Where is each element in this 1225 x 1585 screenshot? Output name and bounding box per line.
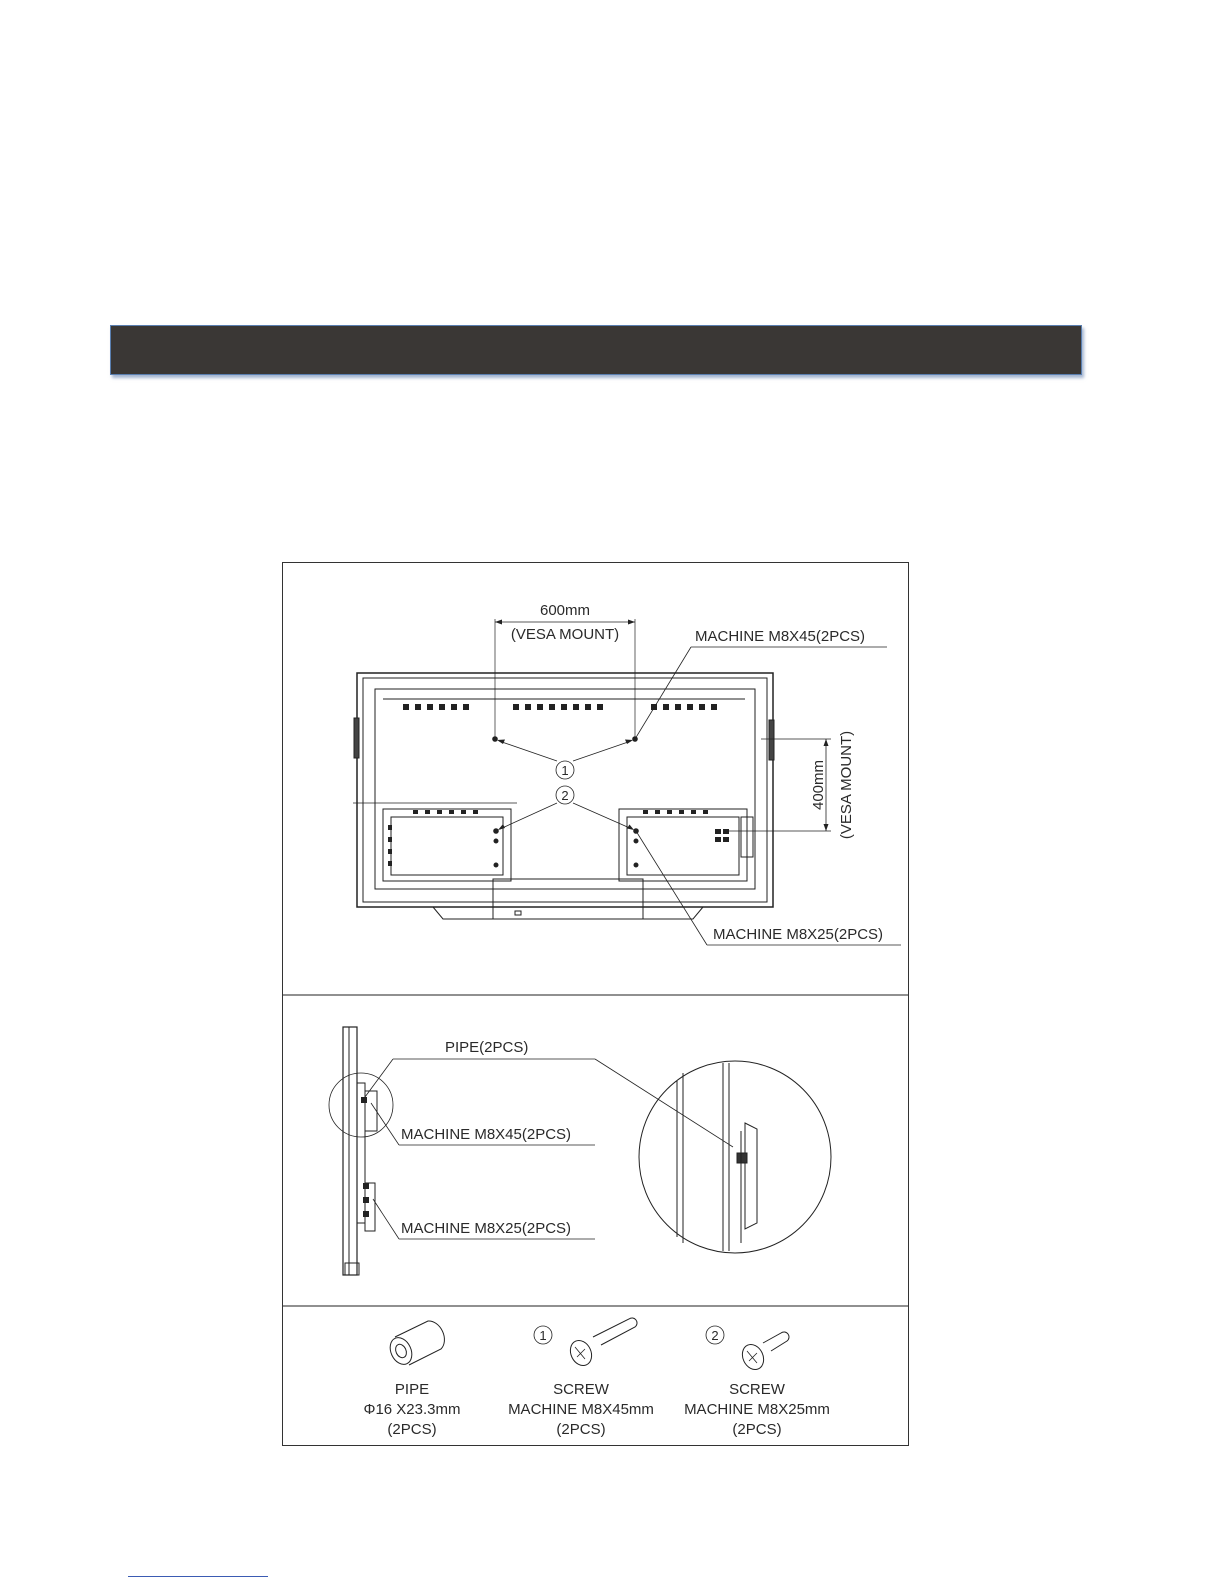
lower-right-module <box>619 809 747 881</box>
lower-left-module <box>383 809 511 881</box>
width-dimension: 600mm <box>539 602 591 619</box>
callout-m8x45: MACHINE M8X45(2PCS) <box>695 628 866 645</box>
part-pipe-qty: (2PCS) <box>387 1421 437 1438</box>
bottom-center-box <box>493 879 643 907</box>
section-header-bar <box>110 325 1082 375</box>
callout-pipe: PIPE(2PCS) <box>445 1039 529 1056</box>
left-handle <box>354 718 359 758</box>
callout-side-m8x45: MACHINE M8X45(2PCS) <box>401 1126 572 1143</box>
height-dimension: 400mm <box>810 759 827 811</box>
detail-circle-large <box>639 1061 831 1253</box>
parts-marker-2-label: 2 <box>711 1328 719 1343</box>
side-view <box>329 1027 831 1275</box>
part-screw1-name: SCREW <box>553 1381 609 1398</box>
part-pipe-name: PIPE <box>394 1381 430 1398</box>
part-screw2-spec: MACHINE M8X25mm <box>684 1401 830 1418</box>
top-vents <box>403 704 717 710</box>
mounting-diagram <box>282 562 909 1446</box>
marker-2-label: 2 <box>561 788 569 803</box>
marker-1-label: 1 <box>561 763 569 778</box>
callout-side-m8x25: MACHINE M8X25(2PCS) <box>401 1220 572 1237</box>
screw-m8x45-drawing <box>566 1318 637 1369</box>
callout-m8x25: MACHINE M8X25(2PCS) <box>713 926 884 943</box>
footnote-separator <box>128 1576 268 1577</box>
screw-m8x25-drawing <box>738 1332 789 1373</box>
part-screw2-qty: (2PCS) <box>732 1421 782 1438</box>
part-screw2-name: SCREW <box>729 1381 785 1398</box>
vesa-hole-bottom-left <box>494 829 499 834</box>
parts-list <box>363 1318 829 1438</box>
part-pipe-spec: Φ16 X23.3mm <box>363 1401 461 1418</box>
width-dimension-note: (VESA MOUNT) <box>510 626 620 643</box>
part-screw1-qty: (2PCS) <box>556 1421 606 1438</box>
height-dimension-note: (VESA MOUNT) <box>838 730 855 840</box>
pipe-part-drawing <box>386 1321 444 1368</box>
right-handle <box>769 720 774 760</box>
rear-view <box>353 602 901 945</box>
part-screw1-spec: MACHINE M8X45mm <box>508 1401 654 1418</box>
display-side-profile <box>343 1027 357 1275</box>
parts-marker-1-label: 1 <box>539 1328 547 1343</box>
